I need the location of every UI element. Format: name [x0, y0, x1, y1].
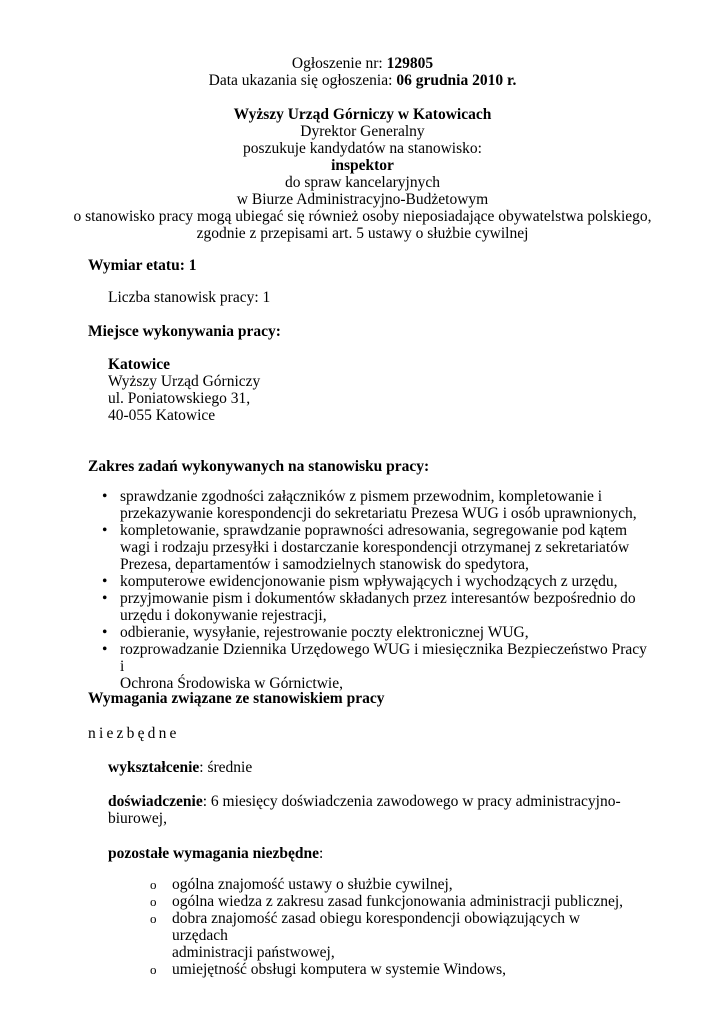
director-title: Dyrektor Generalny [300, 123, 425, 140]
bullet-icon: • [102, 641, 108, 658]
tasks-list [88, 488, 648, 692]
date-value: 06 grudnia 2010 r. [396, 72, 517, 89]
notice-number: 129805 [386, 55, 434, 72]
list-item: o ogólna znajomość ustawy o służbie cywilnej, [150, 876, 453, 893]
circle-bullet-icon: o [150, 877, 157, 892]
employment-fraction: Wymiar etatu: 1 [88, 257, 197, 274]
circle-bullet-icon: o [150, 962, 157, 977]
requirements-heading: Wymagania związane ze stanowiskiem pracy [88, 690, 385, 707]
workplace-postal: 40-055 Katowice [108, 407, 216, 424]
workplace-address [108, 356, 260, 424]
education-value: : średnie [199, 759, 253, 776]
position-detail: do spraw kancelaryjnych [285, 174, 440, 191]
list-item: • przyjmowanie pism i dokumentów składanych przez interesantów bezpośrednio do urzędu i dokonywanie rejestracji, [102, 590, 636, 624]
list-item: o ogólna wiedza z zakresu zasad funkcjonowania administracji publicznej, [150, 893, 624, 910]
position-title: inspektor [331, 157, 394, 174]
seeking-text: poszukuje kandydatów na stanowisko: [243, 140, 482, 157]
circle-bullet-icon: o [150, 894, 157, 909]
other-label: pozostałe wymagania niezbędne [108, 845, 319, 862]
workplace-office: Wyższy Urząd Górniczy [108, 373, 261, 390]
date-label: Data ukazania się ogłoszenia: [208, 72, 397, 89]
workplace-city: Katowice [108, 356, 170, 373]
foreigners-note-line2: zgodnie z przepisami art. 5 ustawy o służbie cywilnej [196, 225, 529, 242]
positions-count: Liczba stanowisk pracy: 1 [108, 289, 271, 306]
experience-block [108, 793, 621, 827]
workplace-heading: Miejsce wykonywania pracy: [88, 323, 281, 340]
other-requirements-list [108, 876, 628, 978]
list-item: • sprawdzanie zgodności załączników z pismem przewodnim, kompletowanie i przekazywanie korespondencji do sekretariatu Prezesa WUG i osób uprawnionych, [102, 488, 637, 522]
education-line [108, 759, 252, 776]
other-requirements-heading: pozostałe wymagania niezbędne: [108, 845, 324, 862]
education-label: wykształcenie [108, 759, 200, 776]
bullet-icon: • [102, 573, 108, 590]
list-item: • komputerowe ewidencjonowanie pism wpływających i wychodzących z urzędu, [102, 573, 618, 590]
office-name: Wyższy Urząd Górniczy w Katowicach [233, 106, 492, 123]
list-item: o dobra znajomość zasad obiegu korespondencji obowiązujących w urzędach administracji państwowej, [150, 910, 581, 961]
bullet-icon: • [102, 590, 108, 607]
publication-date-line [0, 72, 725, 89]
bullet-icon: • [102, 624, 108, 641]
circle-bullet-icon: o [150, 911, 157, 926]
foreigners-note-line1: o stanowisko pracy mogą ubiegać się również osoby nieposiadające obywatelstwa polskiego, [73, 208, 652, 225]
list-item: • rozprowadzanie Dziennika Urzędowego WUG i miesięcznika Bezpieczeństwo Pracy i Ochrona Środowiska w Górnictwie, [102, 641, 647, 692]
experience-label: doświadczenie [108, 793, 203, 810]
list-item: • kompletowanie, sprawdzanie poprawności adresowania, segregowanie pod kątem wagi i rodzaju przesyłki i dostarczanie korespondencji otrzymanej z sekretariatów Prezesa, departamentów i samodzielnych stanowisk do spedytora, [102, 522, 630, 573]
bullet-icon: • [102, 522, 108, 539]
workplace-street: ul. Poniatowskiego 31, [108, 390, 251, 407]
tasks-heading: Zakres zadań wykonywanych na stanowisku pracy: [88, 458, 430, 475]
list-item: • odbieranie, wysyłanie, rejestrowanie poczty elektronicznej WUG, [102, 624, 529, 641]
experience-value-cont: biurowej, [108, 810, 167, 827]
list-item: o umiejętność obsługi komputera w systemie Windows, [150, 961, 507, 978]
department-name: w Biurze Administracyjno-Budżetowym [236, 191, 489, 208]
experience-value: : 6 miesięcy doświadczenia zawodowego w pracy administracyjno- [202, 793, 621, 810]
essential-label: niezbędne [88, 725, 180, 742]
notice-number-line [0, 55, 725, 72]
announcement-header [0, 55, 725, 242]
notice-label: Ogłoszenie nr: [291, 55, 387, 72]
bullet-icon: • [102, 488, 108, 505]
